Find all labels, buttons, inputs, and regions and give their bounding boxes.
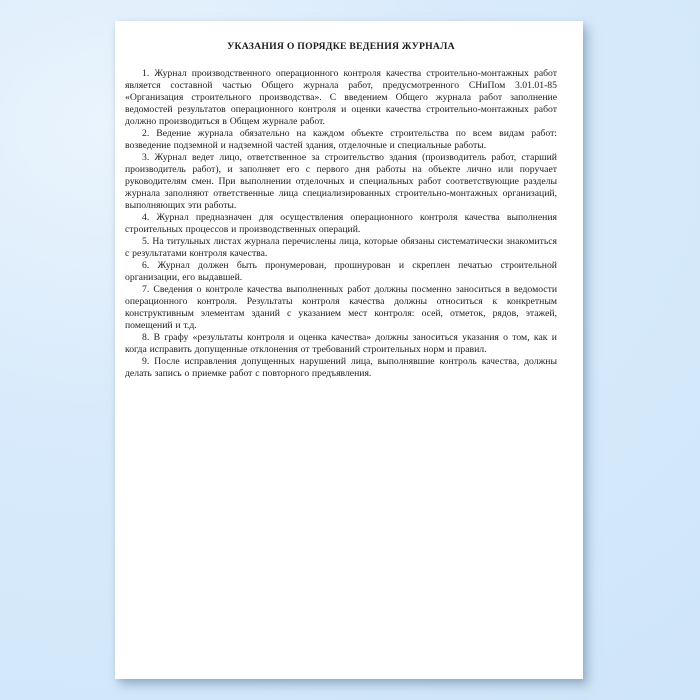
document-body (125, 68, 557, 380)
document-content (125, 21, 557, 380)
paragraph-5: 5. На титульных листах журнала перечислены лица, которые обязаны систематически знакомиться с результатами контроля качества. (125, 236, 557, 259)
document-page (115, 21, 583, 679)
paragraph-6: 6. Журнал должен быть пронумерован, прошнурован и скреплен печатью строительной организации, его выдавшей. (125, 260, 557, 283)
paragraph-8: 8. В графу «результаты контроля и оценка качества» должны заноситься указания о том, как и когда исправить допущенные отклонения от требований строительных норм и правил. (125, 332, 557, 355)
paragraph-7: 7. Сведения о контроле качества выполненных работ должны посменно заноситься в ведомости операционного контроля. Результаты контроля качества должны относиться к конкретным конструктивным элементам зданий с указанием мест контроля: осей, отметок, рядов, этажей, помещений и т.д. (125, 284, 557, 331)
paragraph-1: 1. Журнал производственного операционного контроля качества строительно-монтажных работ является составной частью Общего журнала работ, предусмотренного СНиПом 3.01.01-85 «Организация строительного производства». С введением Общего журнала работ заполнение ведомостей результатов операционного контроля и оценки качества строительно-монтажных работ должно производиться в Общем журнале работ. (125, 68, 557, 127)
paragraph-3: 3. Журнал ведет лицо, ответственное за строительство здания (производитель работ, старший производитель работ), и заполняет его с первого дня работы на объекте лично или поручает руководителям смен. При выполнении отделочных и специальных работ соответствующие разделы журнала заполняют ответственные лица специализированных строительно-монтажных организаций, выполняющих эти работы. (125, 152, 557, 211)
document-title: УКАЗАНИЯ О ПОРЯДКЕ ВЕДЕНИЯ ЖУРНАЛА (227, 41, 455, 52)
paragraph-2: 2. Ведение журнала обязательно на каждом объекте строительства по всем видам работ: возведение подземной и надземной частей здания, отделочные и специальные работы. (125, 128, 557, 151)
paragraph-4: 4. Журнал предназначен для осуществления операционного контроля качества выполнения строительных процессов и производственных операций. (125, 212, 557, 235)
paragraph-9: 9. После исправления допущенных нарушений лица, выполнявшие контроль качества, должны делать запись о приемке работ с повторного предъявления. (125, 356, 557, 379)
